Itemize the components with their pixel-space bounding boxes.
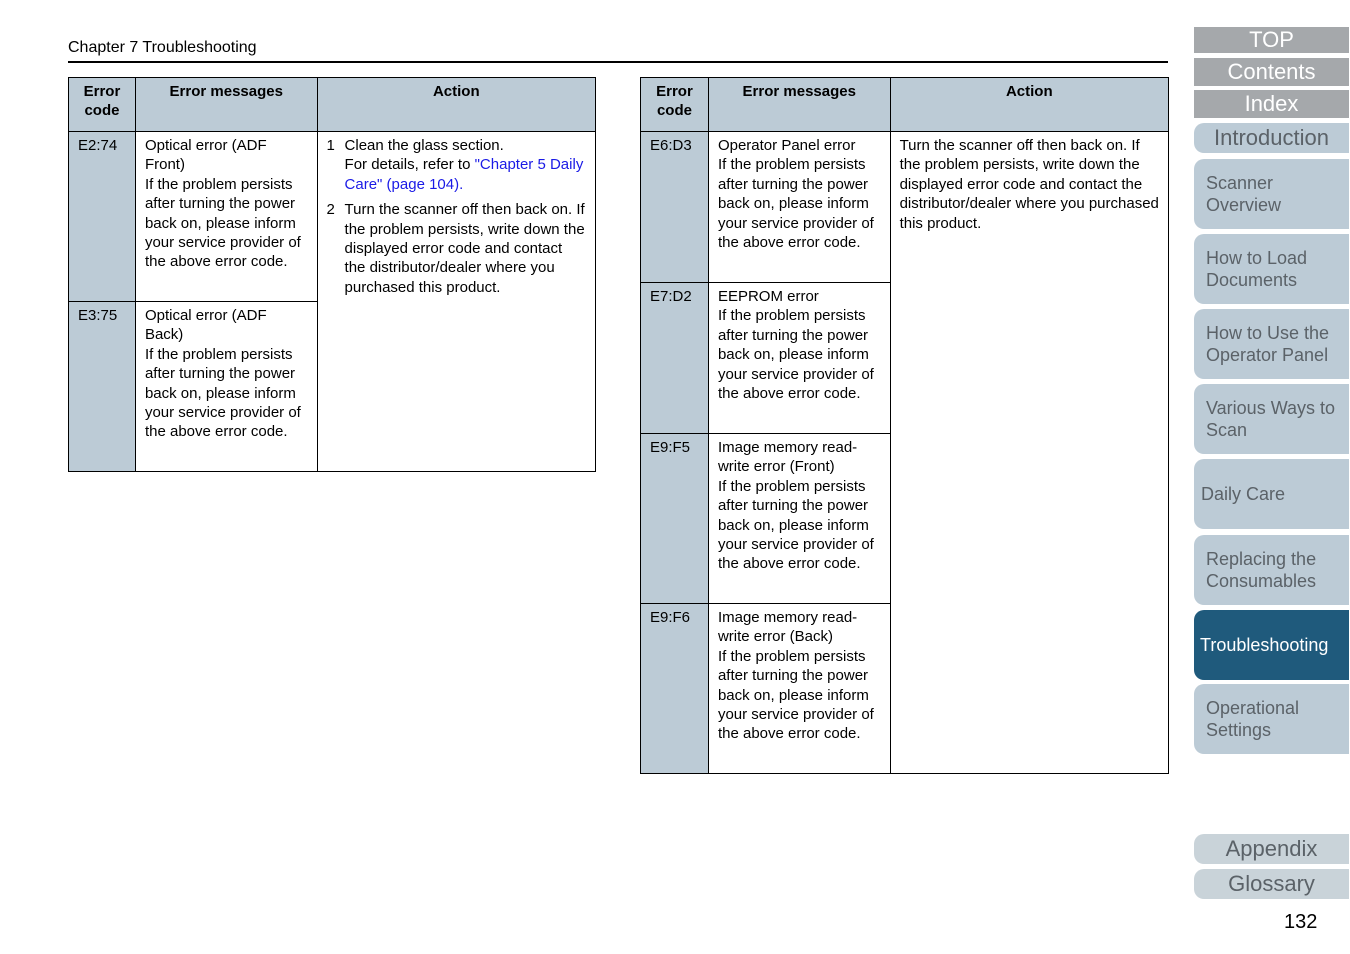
details-prefix: For details, refer to <box>344 156 475 174</box>
action-step-2 <box>327 200 587 297</box>
error-message-body: If the problem persists after turning the power back on, please inform your service provider of the above error code. <box>717 647 874 743</box>
nav-tab-operational-settings[interactable]: Operational Settings <box>1194 684 1349 754</box>
nav-tab-how-to-load[interactable]: How to Load Documents <box>1194 234 1349 304</box>
error-code-cell: E2:74 <box>69 132 136 302</box>
nav-tab-daily-care[interactable]: Daily Care <box>1194 459 1349 529</box>
header-error-code: Error code <box>69 78 136 132</box>
step-number: 2 <box>326 201 335 219</box>
error-message-title: Image memory read-write error (Front) <box>717 439 858 476</box>
error-code-cell: E7:D2 <box>641 283 709 434</box>
nav-tab-various-ways[interactable]: Various Ways to Scan <box>1194 384 1349 454</box>
nav-contents-button[interactable]: Contents <box>1194 58 1349 86</box>
action-cell: Turn the scanner off then back on. If the problem persists, write down the displayed error code and contact the distributor/dealer where you purchased this product. <box>890 132 1168 774</box>
error-message-title: EEPROM error <box>717 288 819 305</box>
error-table-left <box>68 77 596 472</box>
header-error-messages: Error messages <box>135 78 317 132</box>
step-text: Clean the glass section. <box>344 137 504 154</box>
table-header-row <box>69 78 596 132</box>
nav-tab-replacing-consumables[interactable]: Replacing the Consumables <box>1194 535 1349 605</box>
action-cell <box>317 132 595 472</box>
nav-tab-operator-panel[interactable]: How to Use the Operator Panel <box>1194 309 1349 379</box>
error-message-body: If the problem persists after turning the power back on, please inform your service provider of the above error code. <box>144 345 301 441</box>
error-code-cell: E3:75 <box>69 302 136 472</box>
error-message-cell <box>708 434 890 604</box>
header-error-messages: Error messages <box>708 78 890 132</box>
header-action: Action <box>890 78 1168 132</box>
error-message-title: Image memory read-write error (Back) <box>717 609 858 646</box>
error-message-body: If the problem persists after turning the power back on, please inform your service provider of the above error code. <box>717 307 874 403</box>
header-error-code: Error code <box>641 78 709 132</box>
nav-tab-scanner-overview[interactable]: Scanner Overview <box>1194 159 1349 229</box>
error-message-cell <box>708 604 890 774</box>
error-table-right <box>640 77 1169 774</box>
error-code-cell: E9:F5 <box>641 434 709 604</box>
header-action: Action <box>317 78 595 132</box>
nav-index-button[interactable]: Index <box>1194 90 1349 118</box>
error-message-title: Optical error (ADF Back) <box>144 307 267 344</box>
error-message-title: Operator Panel error <box>717 137 856 154</box>
error-message-cell <box>135 132 317 302</box>
nav-tab-troubleshooting[interactable]: Troubleshooting <box>1194 610 1349 680</box>
table-header-row <box>641 78 1169 132</box>
nav-top-button[interactable]: TOP <box>1194 27 1349 53</box>
nav-tab-introduction[interactable]: Introduction <box>1194 123 1349 153</box>
nav-tab-appendix[interactable]: Appendix <box>1194 834 1349 864</box>
step-text: Turn the scanner off then back on. If the problem persists, write down the displayed error code and contact the distributor/dealer where you purchased this product. <box>344 201 585 296</box>
error-code-cell: E6:D3 <box>641 132 709 283</box>
error-message-body: If the problem persists after turning the power back on, please inform your service provider of the above error code. <box>144 175 301 271</box>
details-suffix: . <box>459 175 464 193</box>
nav-tab-glossary[interactable]: Glossary <box>1194 869 1349 899</box>
daily-care-link[interactable]: "Chapter 5 Daily Care" (page 104) <box>344 156 584 193</box>
table-row <box>641 132 1169 283</box>
error-code-cell: E9:F6 <box>641 604 709 774</box>
error-message-cell <box>135 302 317 472</box>
action-step-1 <box>327 136 587 194</box>
page-number: 132 <box>1284 911 1318 933</box>
error-message-cell <box>708 283 890 434</box>
error-message-body: If the problem persists after turning the power back on, please inform your service provider of the above error code. <box>717 477 874 573</box>
error-message-title: Optical error (ADF Front) <box>144 137 267 174</box>
table-row <box>69 132 596 302</box>
error-message-cell <box>708 132 890 283</box>
chapter-title: Chapter 7 Troubleshooting <box>68 38 1168 63</box>
error-message-body: If the problem persists after turning the power back on, please inform your service provider of the above error code. <box>717 156 874 252</box>
step-number: 1 <box>326 137 335 154</box>
